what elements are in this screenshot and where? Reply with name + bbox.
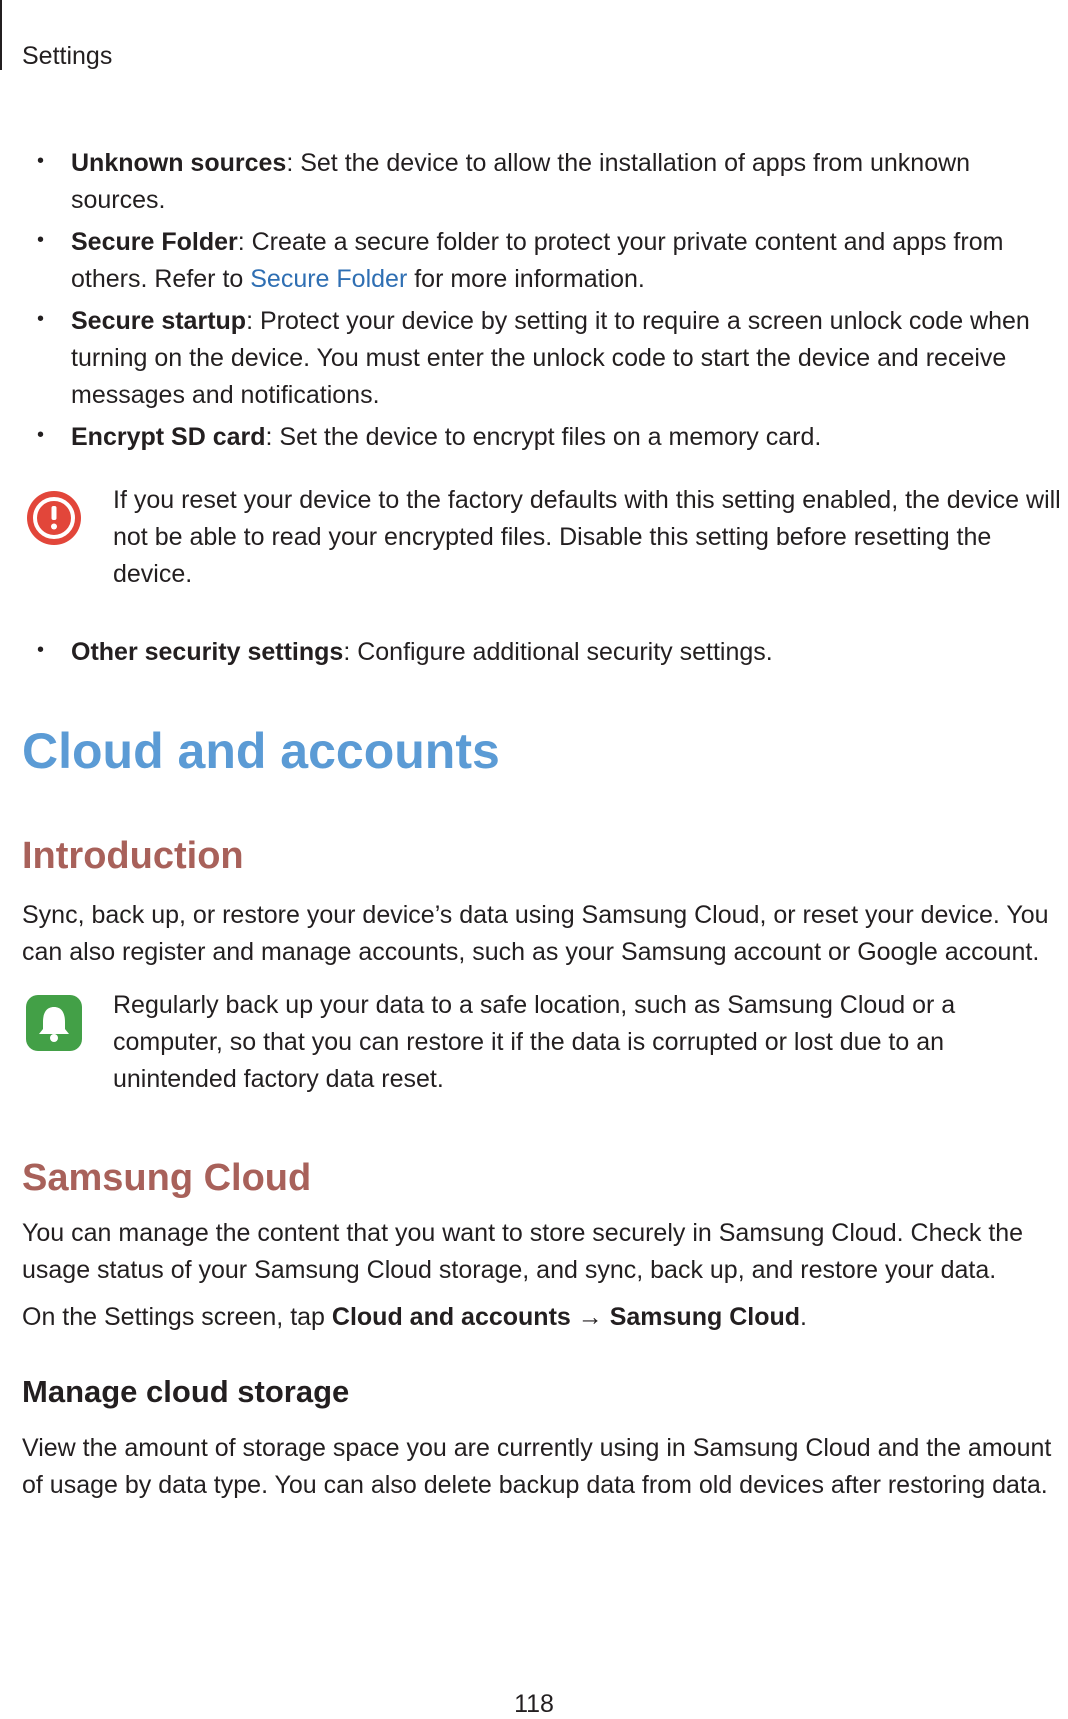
samsung-cloud-path (22, 1299, 1067, 1336)
bullet-dot: • (37, 150, 45, 172)
list-item-secure-folder (71, 224, 1031, 298)
item-term: Other security settings (71, 638, 344, 666)
item-term: Encrypt SD card (71, 423, 266, 451)
list-item-encrypt-sd (71, 419, 1031, 456)
header-rule (0, 0, 2, 70)
header-title: Settings (22, 42, 113, 70)
bullet-dot: • (37, 229, 45, 251)
warning-icon (24, 488, 84, 548)
bullet-dot: • (37, 308, 45, 330)
item-term: Unknown sources (71, 149, 287, 177)
item-text: : Create a secure folder to protect your private content and apps from others. Refer to (71, 228, 1004, 293)
manage-storage-heading: Manage cloud storage (22, 1374, 350, 1409)
warning-note: If you reset your device to the factory defaults with this setting enabled, the device will not be able to read your encrypted files. Disable this setting before resetting the device. (113, 486, 1061, 588)
bell-icon (24, 993, 84, 1053)
bullet-dot: • (37, 639, 45, 661)
item-term: Secure startup (71, 307, 247, 335)
secure-folder-link[interactable]: Secure Folder (250, 265, 408, 293)
item-text: : Set the device to encrypt files on a memory card. (265, 423, 822, 451)
item-text: for more information. (407, 265, 645, 293)
path-step-cloud-accounts: Cloud and accounts (331, 1303, 571, 1331)
item-text: : Protect your device by setting it to require a screen unlock code when turning on the device. You must enter the unlock code to start the device and receive messages and notifications. (71, 307, 1030, 409)
list-item-secure-startup (71, 303, 1031, 414)
path-suffix: . (800, 1303, 807, 1331)
manage-storage-paragraph: View the amount of storage space you are currently using in Samsung Cloud and the amount of usage by data type. You can also delete backup data from old devices after restoring data. (22, 1434, 1052, 1499)
path-step-samsung-cloud: Samsung Cloud (609, 1303, 801, 1331)
page-number: 118 (514, 1690, 554, 1718)
list-item-unknown-sources (71, 145, 1031, 219)
item-text: : Set the device to allow the installation of apps from unknown sources. (71, 149, 971, 214)
path-prefix: On the Settings screen, tap (22, 1303, 332, 1331)
samsung-cloud-heading: Samsung Cloud (22, 1157, 312, 1199)
bullet-dot: • (37, 424, 45, 446)
path-arrow: → (570, 1303, 610, 1331)
introduction-paragraph: Sync, back up, or restore your device’s data using Samsung Cloud, or reset your device. You can also register and manage accounts, such as your Samsung account or Google account. (22, 901, 1049, 966)
list-item-other-security (71, 634, 1031, 671)
introduction-heading: Introduction (22, 835, 244, 877)
item-term: Secure Folder (71, 228, 238, 256)
tip-note: Regularly back up your data to a safe location, such as Samsung Cloud or a computer, so that you can restore it if the data is corrupted or lost due to an unintended factory data reset. (113, 991, 956, 1093)
samsung-cloud-paragraph: You can manage the content that you want to store securely in Samsung Cloud. Check the usage status of your Samsung Cloud storage, and sync, back up, and restore your data. (22, 1219, 1024, 1284)
item-text: : Configure additional security settings. (343, 638, 773, 666)
section-title: Cloud and accounts (22, 723, 500, 779)
